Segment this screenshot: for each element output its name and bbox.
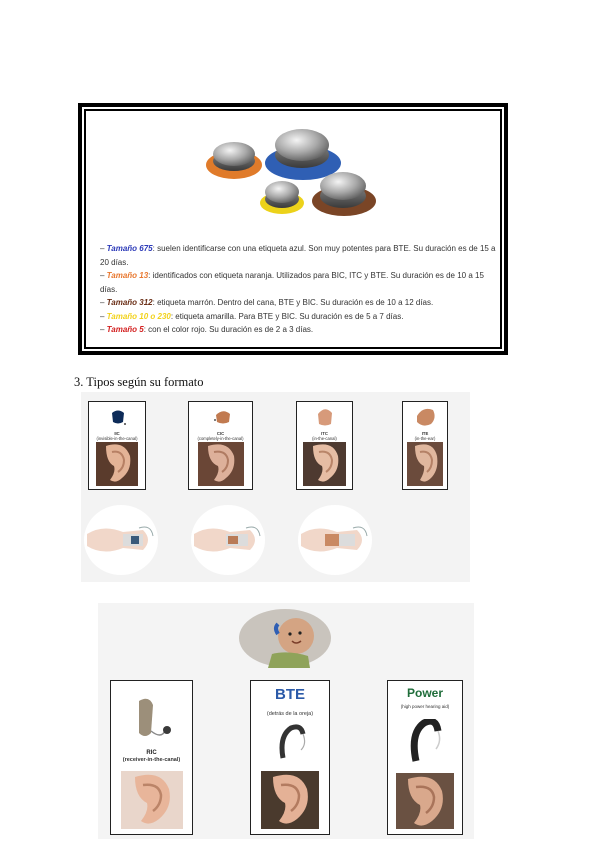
ear-photo <box>121 771 183 829</box>
ear-canal-diagram <box>83 504 159 576</box>
ear-canal-diagram <box>190 504 266 576</box>
format-abbr: ITC <box>321 431 328 436</box>
bte-device-icon <box>275 724 309 764</box>
battery-line <box>100 310 500 324</box>
cic-device-icon <box>213 407 233 427</box>
baby-photo <box>238 608 332 668</box>
battery-size-description: : etiqueta marrón. Dentro del cana, BTE y BIC. Su duración es de 10 a 12 días. <box>152 298 434 307</box>
format-abbr: IIC <box>114 431 120 436</box>
format-card-ite <box>402 401 448 490</box>
battery-size-description: : suelen identificarse con una etiqueta azul. Son muy potentes para BTE. Su duración es de 15 a 20 días. <box>100 244 496 267</box>
ear-photo <box>96 442 138 486</box>
format-card-itc <box>296 401 353 490</box>
battery-size-label: Tamaño 10 o 230 <box>106 311 171 321</box>
style-card-power <box>387 680 463 835</box>
battery-line <box>100 296 500 310</box>
battery-size-description: : etiqueta amarilla. Para BTE y BIC. Su duración es de 5 a 7 días. <box>170 311 404 321</box>
iic-device-icon <box>109 407 127 427</box>
bullet-dash: – <box>100 298 107 307</box>
ite-device-icon <box>415 406 437 428</box>
bullet-dash: – <box>100 244 107 253</box>
hearing-aid-batteries-image <box>204 123 384 221</box>
battery-figure-frame <box>82 107 504 351</box>
section-heading: 3. Tipos según su formato <box>74 375 204 389</box>
bullet-dash: – <box>100 311 107 321</box>
battery-line <box>100 242 500 269</box>
ear-photo <box>396 773 454 829</box>
battery-size-description: : con el color rojo. Su duración es de 2 a 3 días. <box>143 325 314 334</box>
style-abbr: RIC <box>146 750 157 756</box>
style-desc: (high power hearing aid) <box>400 704 450 709</box>
format-desc: (invisible-in-the-canal) <box>96 436 138 441</box>
battery-figure-content <box>84 109 502 349</box>
style-card-ric <box>110 680 193 835</box>
battery-size-label: Tamaño 13 <box>106 271 149 280</box>
power-device-icon <box>408 719 446 767</box>
hearing-aid-styles-figure <box>98 603 474 839</box>
bullet-dash: – <box>100 325 107 334</box>
battery-sizes-figure <box>78 103 508 355</box>
style-title-bte: BTE <box>275 686 305 703</box>
ear-canal-diagram <box>297 504 373 576</box>
style-title-power: Power <box>406 686 443 700</box>
battery-line <box>100 269 500 296</box>
ear-photo <box>198 442 244 486</box>
battery-size-label: Tamaño 675 <box>106 244 153 253</box>
battery-size-description: : identificados con etiqueta naranja. Utilizados para BIC, ITC y BTE. Su duración es de 10 a 15 días. <box>100 271 484 294</box>
ear-photo <box>303 442 346 486</box>
hearing-aid-formats-figure <box>81 392 470 582</box>
battery-size-label: Tamaño 312 <box>106 298 153 307</box>
format-desc: (in-the-canal) <box>312 436 337 441</box>
ear-photo <box>261 771 319 829</box>
style-desc: (detrás de la oreja) <box>266 711 314 717</box>
style-desc: (receiver-in-the-canal) <box>122 757 181 763</box>
format-card-iic <box>88 401 146 490</box>
battery-description-list <box>100 242 500 337</box>
ear-photo <box>407 442 443 486</box>
ric-device-icon <box>127 695 177 749</box>
battery-line <box>100 323 500 337</box>
battery-size-label: Tamaño 5 <box>106 325 144 334</box>
style-card-bte <box>250 680 330 835</box>
bullet-dash: – <box>100 271 107 280</box>
format-desc: (completely-in-the-canal) <box>197 436 244 441</box>
format-abbr: ITE <box>421 431 429 436</box>
format-card-cic <box>188 401 253 490</box>
itc-device-icon <box>315 405 335 429</box>
format-desc: (in-the-ear) <box>414 436 436 441</box>
format-abbr: CIC <box>216 431 225 436</box>
